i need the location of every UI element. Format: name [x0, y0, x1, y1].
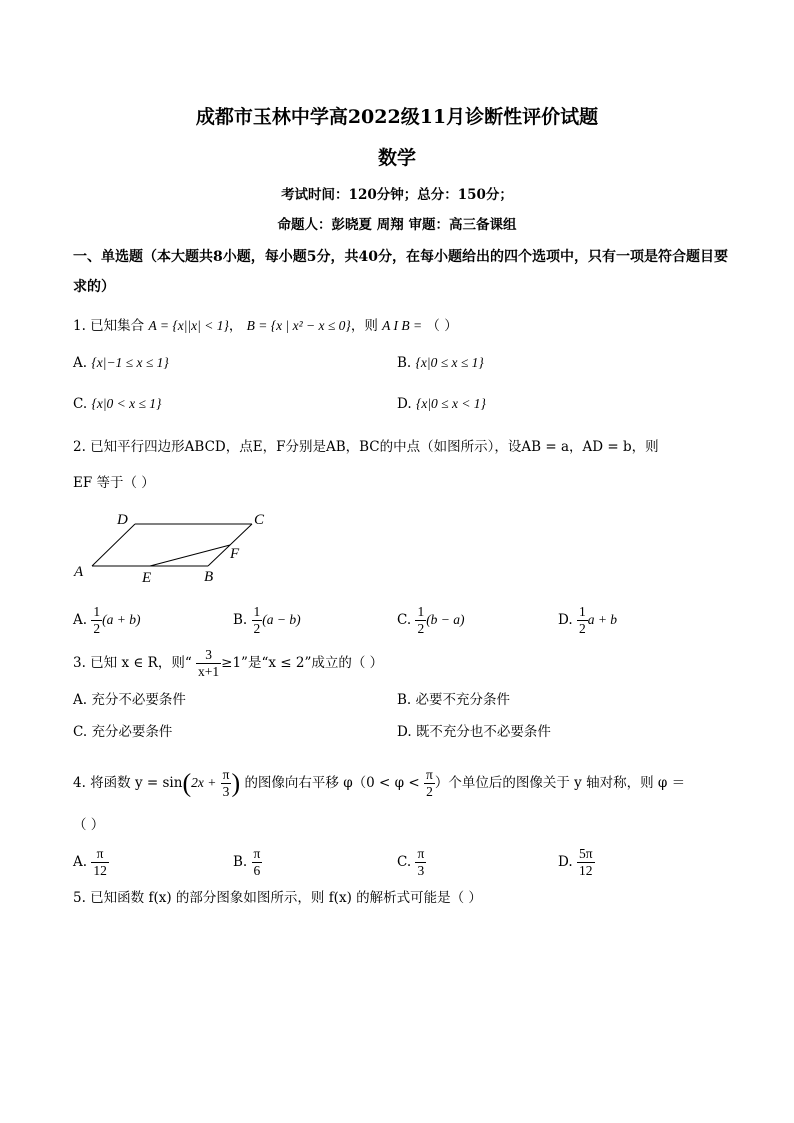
q3-fraction [196, 647, 221, 680]
frac-den: 2 [253, 621, 261, 636]
option-text: {x|−1 ≤ x ≤ 1} [91, 355, 169, 370]
page-title: 成都市玉林中学高2022级11月诊断性评价试题 [195, 106, 599, 128]
q3-option-d[interactable] [397, 722, 551, 742]
q3-option-c[interactable] [73, 722, 172, 742]
q4-option-c[interactable] [397, 846, 426, 879]
frac-den: 6 [253, 863, 261, 878]
q3-option-b[interactable] [397, 690, 510, 710]
option-label: D. [397, 724, 412, 740]
q2-option-a[interactable] [73, 604, 140, 637]
option-fraction [415, 846, 426, 879]
coef-fraction [577, 604, 588, 637]
coef-fraction [252, 604, 263, 637]
label-c: C [254, 512, 265, 528]
frac-num: 5π [578, 846, 593, 861]
option-label: D. [558, 854, 573, 870]
frac-den: 3 [417, 863, 425, 878]
subject-heading: 数学 [377, 147, 416, 169]
question-2-line-1: 2. 已知平行四边形ABCD，点E，F分别是AB，BC的中点（如图所示），设AB = a，AD = b，则 [73, 439, 659, 455]
q4-suffix: ）个单位后的图像关于 y 轴对称，则 φ ＝ [434, 775, 686, 791]
q1-prefix: 1. 已知集合 [73, 318, 145, 334]
q1-set-a: A = {x||x| < 1} [148, 318, 229, 333]
option-expr: a + b [587, 612, 618, 627]
option-label: B. [233, 612, 248, 628]
option-label: C. [397, 854, 412, 870]
q4-option-b[interactable] [233, 846, 262, 879]
frac-num: π [253, 846, 261, 861]
frac-num: 1 [253, 604, 261, 619]
q1-option-d[interactable] [397, 394, 486, 414]
q1-option-c[interactable] [73, 394, 161, 414]
option-expr: (a + b) [102, 612, 141, 627]
q1-expr: A I B = [382, 318, 423, 333]
frac-num: 1 [417, 604, 425, 619]
option-label: B. [233, 854, 248, 870]
edge-ad [92, 524, 135, 566]
frac-den: 12 [93, 863, 107, 878]
frac-den: x+1 [198, 664, 220, 679]
q3-option-a[interactable] [73, 690, 186, 710]
q2-option-d[interactable] [558, 604, 617, 637]
question-4 [73, 767, 685, 800]
label-d: D [117, 512, 128, 528]
coef-fraction [415, 604, 426, 637]
option-fraction [252, 846, 263, 879]
option-text: {x|0 ≤ x ≤ 1} [415, 355, 484, 370]
q3-prefix: 3. 已知 x ∈ R，则“ [73, 655, 192, 671]
option-label: C. [397, 612, 412, 628]
q1-blank: （ ） [426, 318, 458, 334]
option-text: {x|0 < x ≤ 1} [91, 396, 162, 411]
option-fraction [577, 846, 595, 879]
frac-num: π [417, 846, 425, 861]
frac-den: 2 [578, 621, 586, 636]
frac-den: 3 [222, 784, 230, 799]
frac-num: 3 [196, 647, 221, 664]
label-e: E [142, 570, 152, 586]
option-label: D. [558, 612, 573, 628]
q4-pi-fraction [424, 767, 435, 800]
q4-inner-fraction [221, 767, 232, 800]
paren-open: ( [182, 768, 192, 798]
frac-num: π [426, 767, 433, 782]
option-text: 充分不必要条件 [91, 692, 186, 708]
option-label: A. [73, 854, 88, 870]
question-2-line-2: EF 等于（ ） [73, 475, 155, 491]
frac-num: π [91, 846, 109, 863]
option-label: A. [73, 355, 88, 371]
question-5: 5. 已知函数 f(x) 的部分图象如图所示，则 f(x) 的解析式可能是（ ） [73, 890, 482, 906]
option-label: A. [73, 612, 88, 628]
q2-option-c[interactable] [397, 604, 465, 637]
coef-fraction [91, 604, 102, 637]
q1-option-b[interactable] [397, 353, 484, 373]
label-a: A [74, 564, 84, 580]
authors-line: 命题人：彭晓夏 周翔 审题：高三备课组 [277, 217, 517, 233]
option-text: 既不充分也不必要条件 [415, 724, 551, 740]
frac-den: 2 [93, 621, 101, 636]
option-label: C. [73, 724, 88, 740]
exam-info: 考试时间：120分钟；总分：150分； [281, 187, 513, 203]
frac-den: 12 [578, 863, 593, 878]
option-expr: (b − a) [426, 612, 465, 627]
paren-close: ) [231, 768, 241, 798]
option-expr: (a − b) [262, 612, 301, 627]
q4-prefix: 4. 将函数 y = sin [73, 775, 183, 791]
option-label: D. [397, 396, 412, 412]
q4-option-d[interactable] [558, 846, 595, 879]
frac-num: 1 [93, 604, 101, 619]
option-text: {x|0 ≤ x < 1} [415, 396, 486, 411]
segment-ef [150, 545, 230, 566]
frac-num: 1 [578, 604, 586, 619]
q2-option-b[interactable] [233, 604, 301, 637]
question-3 [73, 647, 383, 680]
q4-inner: 2x + [191, 775, 217, 790]
q1-set-b: B = {x | x² − x ≤ 0} [246, 318, 351, 333]
option-text: 必要不充分条件 [415, 692, 511, 708]
option-label: A. [73, 692, 88, 708]
frac-den: 2 [417, 621, 425, 636]
frac-den: 2 [426, 784, 433, 799]
label-b: B [204, 569, 214, 585]
parallelogram-figure [70, 505, 290, 587]
section-heading: 一、单选题（本大题共8小题，每小题5分，共40分，在每小题给出的四个选项中，只有一项是符合题目要求的） [73, 249, 728, 295]
q4-mid: 的图像向右平移 φ（0 < φ < [244, 775, 420, 791]
option-label: B. [397, 355, 412, 371]
label-f: F [230, 546, 240, 562]
frac-num: π [222, 767, 230, 782]
option-text: 充分必要条件 [91, 724, 173, 740]
option-label: B. [397, 692, 412, 708]
option-fraction [91, 846, 109, 879]
q1-sep: ， [228, 318, 243, 334]
q4-blank: （ ） [73, 817, 105, 833]
q3-condition: ≥1”是“x ≤ 2”成立的（ ） [221, 655, 384, 671]
option-label: C. [73, 396, 88, 412]
q4-option-a[interactable] [73, 846, 109, 879]
q1-option-a[interactable] [73, 353, 169, 373]
q1-then: ，则 [350, 318, 378, 334]
question-1 [73, 316, 458, 336]
